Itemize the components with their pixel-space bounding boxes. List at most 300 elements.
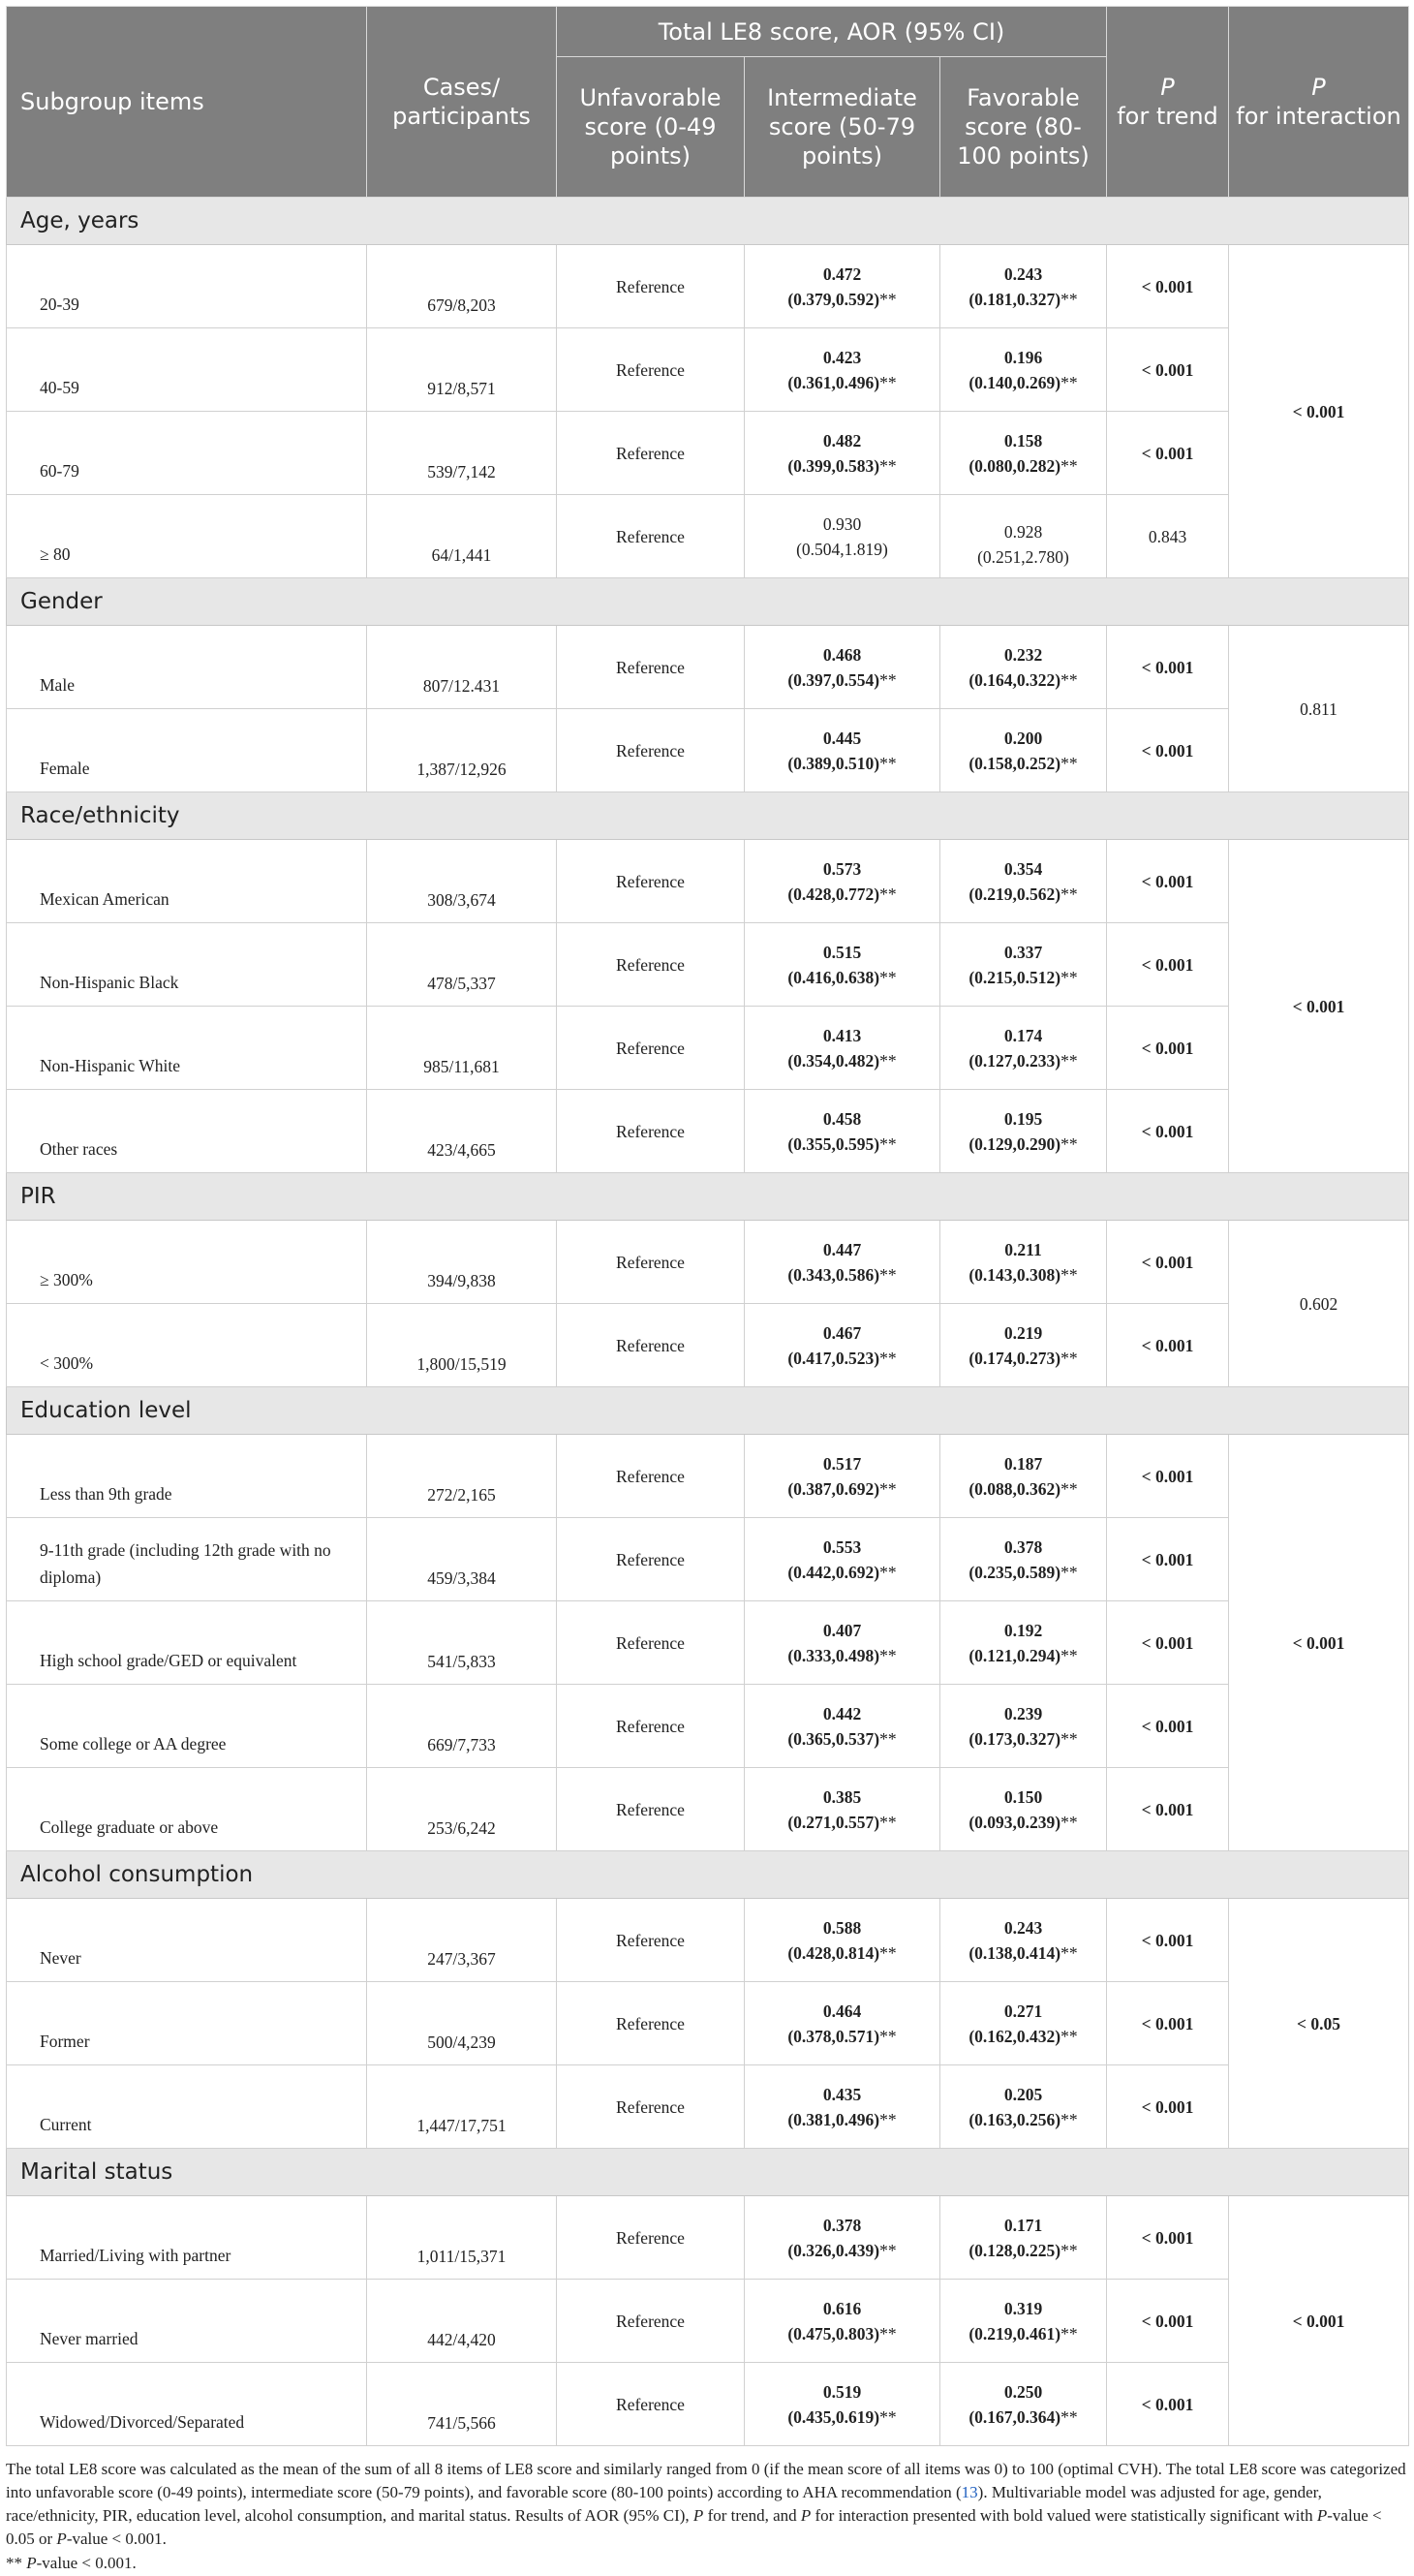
favorable-cell	[940, 1982, 1107, 2065]
aor-value: 0.928	[1003, 522, 1043, 542]
intermediate-cell	[745, 923, 940, 1007]
favorable-cell	[940, 2065, 1107, 2149]
intermediate-cell-value	[787, 1109, 879, 1154]
ci-value: (0.389,0.510)	[787, 753, 880, 773]
cases-participants-cell: 741/5,566	[367, 2363, 557, 2446]
aor-value: 0.472	[822, 264, 862, 284]
intermediate-cell	[745, 626, 940, 709]
aor-value: 0.515	[822, 942, 862, 962]
row-label: College graduate or above	[7, 1768, 367, 1851]
unfavorable-cell: Reference	[557, 1221, 745, 1304]
p-trend-cell: < 0.001	[1107, 245, 1229, 328]
aor-value: 0.200	[1003, 728, 1043, 748]
intermediate-cell	[745, 1685, 940, 1768]
p-trend-cell: < 0.001	[1107, 1007, 1229, 1090]
ci-value: (0.326,0.439)	[787, 2240, 880, 2260]
favorable-cell-value	[968, 431, 1060, 476]
aor-value: 0.588	[822, 1917, 862, 1938]
intermediate-cell	[745, 1221, 940, 1304]
table-row	[7, 2065, 1409, 2149]
significance-marker: **	[879, 967, 897, 987]
p-trend-cell: < 0.001	[1107, 1768, 1229, 1851]
table-row	[7, 1768, 1409, 1851]
header-p-trend	[1107, 7, 1229, 198]
significance-marker: **	[879, 2406, 897, 2427]
p-interaction-cell: < 0.05	[1229, 1899, 1409, 2149]
row-label: Non-Hispanic Black	[7, 923, 367, 1007]
row-label: Widowed/Divorced/Separated	[7, 2363, 367, 2446]
row-label: Never	[7, 1899, 367, 1982]
p-trend-cell: < 0.001	[1107, 328, 1229, 412]
favorable-cell-value	[968, 1704, 1060, 1749]
cases-participants-cell: 679/8,203	[367, 245, 557, 328]
significance-marker: **	[1060, 1812, 1078, 1832]
group-header-row	[7, 578, 1409, 626]
favorable-cell	[940, 495, 1107, 578]
ci-value: (0.093,0.239)	[968, 1812, 1061, 1832]
ci-value: (0.215,0.512)	[968, 967, 1061, 987]
cases-participants-cell: 1,447/17,751	[367, 2065, 557, 2149]
intermediate-cell-value	[787, 2002, 879, 2046]
unfavorable-cell: Reference	[557, 1304, 745, 1387]
cases-participants-cell: 1,011/15,371	[367, 2196, 557, 2280]
favorable-cell	[940, 923, 1107, 1007]
cases-participants-cell: 1,387/12,926	[367, 709, 557, 792]
row-label: Female	[7, 709, 367, 792]
aor-value: 0.243	[1003, 1917, 1043, 1938]
significance-marker: **	[1060, 1133, 1078, 1154]
row-label: ≥ 300%	[7, 1221, 367, 1304]
cases-participants-cell: 912/8,571	[367, 328, 557, 412]
p-interaction-cell: 0.811	[1229, 626, 1409, 792]
ci-value: (0.181,0.327)	[968, 289, 1061, 309]
favorable-cell-value	[968, 1787, 1060, 1832]
unfavorable-cell: Reference	[557, 840, 745, 923]
significance-marker: **	[879, 455, 897, 476]
significance-marker: **	[879, 289, 897, 309]
footnote-text-5: -value < 0.05 or	[6, 2506, 1382, 2548]
p-interaction-cell: < 0.001	[1229, 245, 1409, 578]
footnote-p-2: P	[800, 2506, 812, 2525]
significance-marker: **	[1060, 2240, 1078, 2260]
row-label: ≥ 80	[7, 495, 367, 578]
significance-marker: **	[1060, 1348, 1078, 1368]
ci-value: (0.354,0.482)	[787, 1050, 880, 1071]
p-trend-cell: < 0.001	[1107, 2065, 1229, 2149]
favorable-cell-value	[968, 264, 1060, 309]
favorable-cell	[940, 1007, 1107, 1090]
aor-value: 0.385	[822, 1786, 862, 1807]
group-header-row	[7, 1387, 1409, 1435]
table-row	[7, 2280, 1409, 2363]
significance-marker: **	[879, 1264, 897, 1285]
row-label: Some college or AA degree	[7, 1685, 367, 1768]
table-row	[7, 626, 1409, 709]
table-row	[7, 1601, 1409, 1685]
ci-value: (0.271,0.557)	[787, 1812, 880, 1832]
group-title: Education level	[7, 1387, 1409, 1435]
favorable-cell-value	[968, 1918, 1060, 1963]
row-label: Former	[7, 1982, 367, 2065]
ci-value: (0.504,1.819)	[796, 539, 888, 559]
intermediate-cell-value	[787, 943, 879, 987]
intermediate-cell-value	[787, 2299, 879, 2343]
favorable-cell	[940, 626, 1107, 709]
table-row	[7, 245, 1409, 328]
significance-marker: **	[1060, 1264, 1078, 1285]
aor-value: 0.378	[822, 2215, 862, 2235]
significance-marker: **	[879, 753, 897, 773]
cases-participants-cell: 253/6,242	[367, 1768, 557, 1851]
aor-value: 0.482	[822, 430, 862, 450]
unfavorable-cell: Reference	[557, 1518, 745, 1601]
aor-value: 0.517	[822, 1453, 862, 1474]
unfavorable-cell: Reference	[557, 1601, 745, 1685]
ci-value: (0.428,0.772)	[787, 884, 880, 904]
favorable-cell-value	[968, 729, 1060, 773]
cases-participants-cell: 500/4,239	[367, 1982, 557, 2065]
intermediate-cell-value	[787, 431, 879, 476]
footnote-text-1: The total LE8 score was calculated as the mean of the sum of all 8 items of LE8 score and similarly ranged from 0 (if the mean score of all items was 0) to 100 (optimal CVH). The total LE8 score was categorized into unfavorable score (0-49 points), intermediate score (50-79 points), and favorable score (80-100 points) according to AHA recommendation (	[6, 2460, 1406, 2501]
table-row	[7, 709, 1409, 792]
table-footnote	[6, 2458, 1408, 2551]
p-trend-cell: < 0.001	[1107, 1899, 1229, 1982]
table-body	[7, 198, 1409, 2446]
ci-value: (0.416,0.638)	[787, 967, 880, 987]
significance-marker: **	[1060, 455, 1078, 476]
row-label: 60-79	[7, 412, 367, 495]
intermediate-cell-value	[796, 514, 888, 559]
aor-value: 0.219	[1003, 1322, 1043, 1343]
table-row	[7, 328, 1409, 412]
intermediate-cell-value	[787, 1704, 879, 1749]
intermediate-cell	[745, 1090, 940, 1173]
cases-participants-cell: 539/7,142	[367, 412, 557, 495]
intermediate-cell	[745, 495, 940, 578]
p-trend-cell: < 0.001	[1107, 709, 1229, 792]
aor-value: 0.519	[822, 2381, 862, 2402]
aor-value: 0.187	[1003, 1453, 1043, 1474]
p-trend-cell: < 0.001	[1107, 1221, 1229, 1304]
p-trend-cell: < 0.001	[1107, 2196, 1229, 2280]
aor-value: 0.445	[822, 728, 862, 748]
ci-value: (0.378,0.571)	[787, 2026, 880, 2046]
favorable-cell	[940, 1518, 1107, 1601]
unfavorable-cell: Reference	[557, 1090, 745, 1173]
sig-note-p: P	[26, 2554, 37, 2572]
aor-value: 0.553	[822, 1536, 862, 1557]
row-label: Never married	[7, 2280, 367, 2363]
ci-value: (0.381,0.496)	[787, 2109, 880, 2129]
group-header-row	[7, 2149, 1409, 2196]
table-row	[7, 495, 1409, 578]
favorable-cell-value	[968, 1109, 1060, 1154]
intermediate-cell-value	[787, 1454, 879, 1499]
favorable-cell-value	[968, 1323, 1060, 1368]
sig-note-text: -value < 0.001.	[36, 2554, 137, 2572]
ci-value: (0.163,0.256)	[968, 2109, 1061, 2129]
header-total-le8: Total LE8 score, AOR (95% CI)	[557, 7, 1107, 57]
p-trend-cell: < 0.001	[1107, 1685, 1229, 1768]
significance-marker: **	[1060, 289, 1078, 309]
ci-value: (0.361,0.496)	[787, 372, 880, 392]
significance-marker: **	[879, 1478, 897, 1499]
favorable-cell-value	[968, 1240, 1060, 1285]
intermediate-cell	[745, 1435, 940, 1518]
aor-value: 0.447	[822, 1239, 862, 1259]
cases-participants-cell: 541/5,833	[367, 1601, 557, 1685]
intermediate-cell-value	[787, 2085, 879, 2129]
cases-participants-cell: 985/11,681	[367, 1007, 557, 1090]
ci-value: (0.129,0.290)	[968, 1133, 1061, 1154]
aor-value: 0.435	[822, 2084, 862, 2104]
results-table	[6, 6, 1409, 2446]
group-title: Age, years	[7, 198, 1409, 245]
favorable-cell-value	[968, 1621, 1060, 1665]
unfavorable-cell: Reference	[557, 626, 745, 709]
p-trend-cell: < 0.001	[1107, 1090, 1229, 1173]
intermediate-cell	[745, 2196, 940, 2280]
intermediate-cell-value	[787, 264, 879, 309]
favorable-cell-value	[968, 2002, 1060, 2046]
significance-marker: **	[1060, 1478, 1078, 1499]
aor-value: 0.150	[1003, 1786, 1043, 1807]
group-title: Race/ethnicity	[7, 792, 1409, 840]
ci-value: (0.435,0.619)	[787, 2406, 880, 2427]
row-label: < 300%	[7, 1304, 367, 1387]
header-p-interaction	[1229, 7, 1409, 198]
footnote-text-3: for trend, and	[703, 2506, 801, 2525]
aor-value: 0.174	[1003, 1025, 1043, 1045]
cases-participants-cell: 669/7,733	[367, 1685, 557, 1768]
favorable-cell-value	[968, 1537, 1060, 1582]
significance-marker: **	[1060, 753, 1078, 773]
aor-value: 0.573	[822, 858, 862, 879]
unfavorable-cell: Reference	[557, 1685, 745, 1768]
favorable-cell-value	[968, 859, 1060, 904]
group-header-row	[7, 1851, 1409, 1899]
intermediate-cell-value	[787, 1918, 879, 1963]
table-row	[7, 1090, 1409, 1173]
significance-marker: **	[1060, 884, 1078, 904]
intermediate-cell	[745, 2280, 940, 2363]
favorable-cell-value	[968, 348, 1060, 392]
intermediate-cell-value	[787, 1323, 879, 1368]
table-row	[7, 1518, 1409, 1601]
intermediate-cell	[745, 245, 940, 328]
intermediate-cell-value	[787, 1621, 879, 1665]
p-trend-cell: < 0.001	[1107, 840, 1229, 923]
header-intermediate: Intermediate score (50-79 points)	[745, 57, 940, 198]
aor-value: 0.413	[822, 1025, 862, 1045]
intermediate-cell-value	[787, 348, 879, 392]
significance-marker: **	[879, 1133, 897, 1154]
p-trend-cell: < 0.001	[1107, 2363, 1229, 2446]
ci-value: (0.355,0.595)	[787, 1133, 880, 1154]
intermediate-cell	[745, 1899, 940, 1982]
header-unfavorable: Unfavorable score (0-49 points)	[557, 57, 745, 198]
intermediate-cell-value	[787, 1240, 879, 1285]
favorable-cell	[940, 1601, 1107, 1685]
table-row	[7, 1982, 1409, 2065]
table-row	[7, 1304, 1409, 1387]
cases-participants-cell: 459/3,384	[367, 1518, 557, 1601]
significance-marker: **	[1060, 1645, 1078, 1665]
intermediate-cell	[745, 1304, 940, 1387]
intermediate-cell-value	[787, 645, 879, 690]
ci-value: (0.164,0.322)	[968, 669, 1061, 690]
favorable-cell	[940, 328, 1107, 412]
cases-participants-cell: 423/4,665	[367, 1090, 557, 1173]
row-label: Other races	[7, 1090, 367, 1173]
ci-value: (0.158,0.252)	[968, 753, 1061, 773]
significance-note	[6, 2551, 1408, 2576]
ci-value: (0.219,0.562)	[968, 884, 1061, 904]
footnote-p-4: P	[56, 2529, 67, 2548]
aor-value: 0.192	[1003, 1620, 1043, 1640]
significance-marker: **	[1060, 2109, 1078, 2129]
cases-participants-cell: 308/3,674	[367, 840, 557, 923]
intermediate-cell	[745, 1982, 940, 2065]
sig-note-marker: **	[6, 2554, 27, 2572]
aor-value: 0.354	[1003, 858, 1043, 879]
favorable-cell	[940, 1304, 1107, 1387]
significance-marker: **	[879, 1728, 897, 1749]
p-trend-cell: < 0.001	[1107, 1518, 1229, 1601]
row-label: 20-39	[7, 245, 367, 328]
ci-value: (0.143,0.308)	[968, 1264, 1061, 1285]
table-header	[7, 7, 1409, 198]
header-p-interaction-text: for interaction	[1236, 103, 1401, 130]
favorable-cell	[940, 1768, 1107, 1851]
unfavorable-cell: Reference	[557, 245, 745, 328]
ci-value: (0.128,0.225)	[968, 2240, 1061, 2260]
group-title: Alcohol consumption	[7, 1851, 1409, 1899]
row-label: Less than 9th grade	[7, 1435, 367, 1518]
intermediate-cell-value	[787, 1026, 879, 1071]
intermediate-cell-value	[787, 1537, 879, 1582]
footnote-text-6: -value < 0.001.	[66, 2529, 167, 2548]
significance-marker: **	[1060, 1050, 1078, 1071]
significance-marker: **	[879, 1348, 897, 1368]
ci-value: (0.138,0.414)	[968, 1942, 1061, 1963]
header-p-trend-text: for trend	[1117, 103, 1218, 130]
p-trend-cell: < 0.001	[1107, 1435, 1229, 1518]
group-header-row	[7, 198, 1409, 245]
significance-marker: **	[879, 884, 897, 904]
p-trend-cell: < 0.001	[1107, 1601, 1229, 1685]
unfavorable-cell: Reference	[557, 923, 745, 1007]
unfavorable-cell: Reference	[557, 1768, 745, 1851]
unfavorable-cell: Reference	[557, 1435, 745, 1518]
significance-marker: **	[1060, 2026, 1078, 2046]
significance-marker: **	[879, 2026, 897, 2046]
table-row	[7, 2363, 1409, 2446]
p-trend-cell: < 0.001	[1107, 412, 1229, 495]
favorable-cell-value	[968, 1454, 1060, 1499]
group-header-row	[7, 1173, 1409, 1221]
table-row	[7, 1685, 1409, 1768]
cases-participants-cell: 394/9,838	[367, 1221, 557, 1304]
aor-value: 0.319	[1003, 2298, 1043, 2318]
aor-value: 0.407	[822, 1620, 862, 1640]
aor-value: 0.243	[1003, 264, 1043, 284]
significance-marker: **	[1060, 2406, 1078, 2427]
aor-value: 0.205	[1003, 2084, 1043, 2104]
unfavorable-cell: Reference	[557, 2196, 745, 2280]
table-row	[7, 840, 1409, 923]
results-table-container	[6, 6, 1408, 2576]
unfavorable-cell: Reference	[557, 1899, 745, 1982]
table-row	[7, 1899, 1409, 1982]
favorable-cell	[940, 1685, 1107, 1768]
row-label: Non-Hispanic White	[7, 1007, 367, 1090]
ci-value: (0.140,0.269)	[968, 372, 1061, 392]
unfavorable-cell: Reference	[557, 328, 745, 412]
ci-value: (0.397,0.554)	[787, 669, 880, 690]
favorable-cell	[940, 2196, 1107, 2280]
reference-link[interactable]: 13	[961, 2483, 978, 2501]
intermediate-cell	[745, 1518, 940, 1601]
ci-value: (0.080,0.282)	[968, 455, 1061, 476]
intermediate-cell	[745, 1007, 940, 1090]
ci-value: (0.251,2.780)	[977, 547, 1069, 567]
intermediate-cell	[745, 1768, 940, 1851]
ci-value: (0.399,0.583)	[787, 455, 880, 476]
row-label: Male	[7, 626, 367, 709]
cases-participants-cell: 442/4,420	[367, 2280, 557, 2363]
aor-value: 0.378	[1003, 1536, 1043, 1557]
significance-marker: **	[879, 1942, 897, 1963]
aor-value: 0.171	[1003, 2215, 1043, 2235]
significance-marker: **	[1060, 2323, 1078, 2343]
p-interaction-cell: < 0.001	[1229, 1435, 1409, 1851]
unfavorable-cell: Reference	[557, 1982, 745, 2065]
aor-value: 0.468	[822, 644, 862, 665]
aor-value: 0.232	[1003, 644, 1043, 665]
table-row	[7, 412, 1409, 495]
significance-marker: **	[879, 1645, 897, 1665]
p-trend-cell: < 0.001	[1107, 626, 1229, 709]
significance-marker: **	[879, 1812, 897, 1832]
intermediate-cell	[745, 2363, 940, 2446]
favorable-cell	[940, 1221, 1107, 1304]
intermediate-cell	[745, 328, 940, 412]
group-title: Gender	[7, 578, 1409, 626]
ci-value: (0.379,0.592)	[787, 289, 880, 309]
row-label: High school grade/GED or equivalent	[7, 1601, 367, 1685]
aor-value: 0.423	[822, 347, 862, 367]
cases-participants-cell: 1,800/15,519	[367, 1304, 557, 1387]
header-cases: Cases/ participants	[367, 7, 557, 198]
significance-marker: **	[879, 1562, 897, 1582]
significance-marker: **	[1060, 1728, 1078, 1749]
unfavorable-cell: Reference	[557, 495, 745, 578]
p-trend-cell: 0.843	[1107, 495, 1229, 578]
favorable-cell-value	[968, 2085, 1060, 2129]
ci-value: (0.127,0.233)	[968, 1050, 1061, 1071]
favorable-cell-value	[968, 2216, 1060, 2260]
header-p-interaction-p: P	[1311, 74, 1326, 101]
favorable-cell	[940, 1435, 1107, 1518]
intermediate-cell-value	[787, 729, 879, 773]
ci-value: (0.173,0.327)	[968, 1728, 1061, 1749]
favorable-cell-value	[968, 943, 1060, 987]
footnote-text-4: for interaction presented with bold valued were statistically significant with	[811, 2506, 1317, 2525]
intermediate-cell	[745, 412, 940, 495]
ci-value: (0.417,0.523)	[787, 1348, 880, 1368]
aor-value: 0.458	[822, 1108, 862, 1129]
